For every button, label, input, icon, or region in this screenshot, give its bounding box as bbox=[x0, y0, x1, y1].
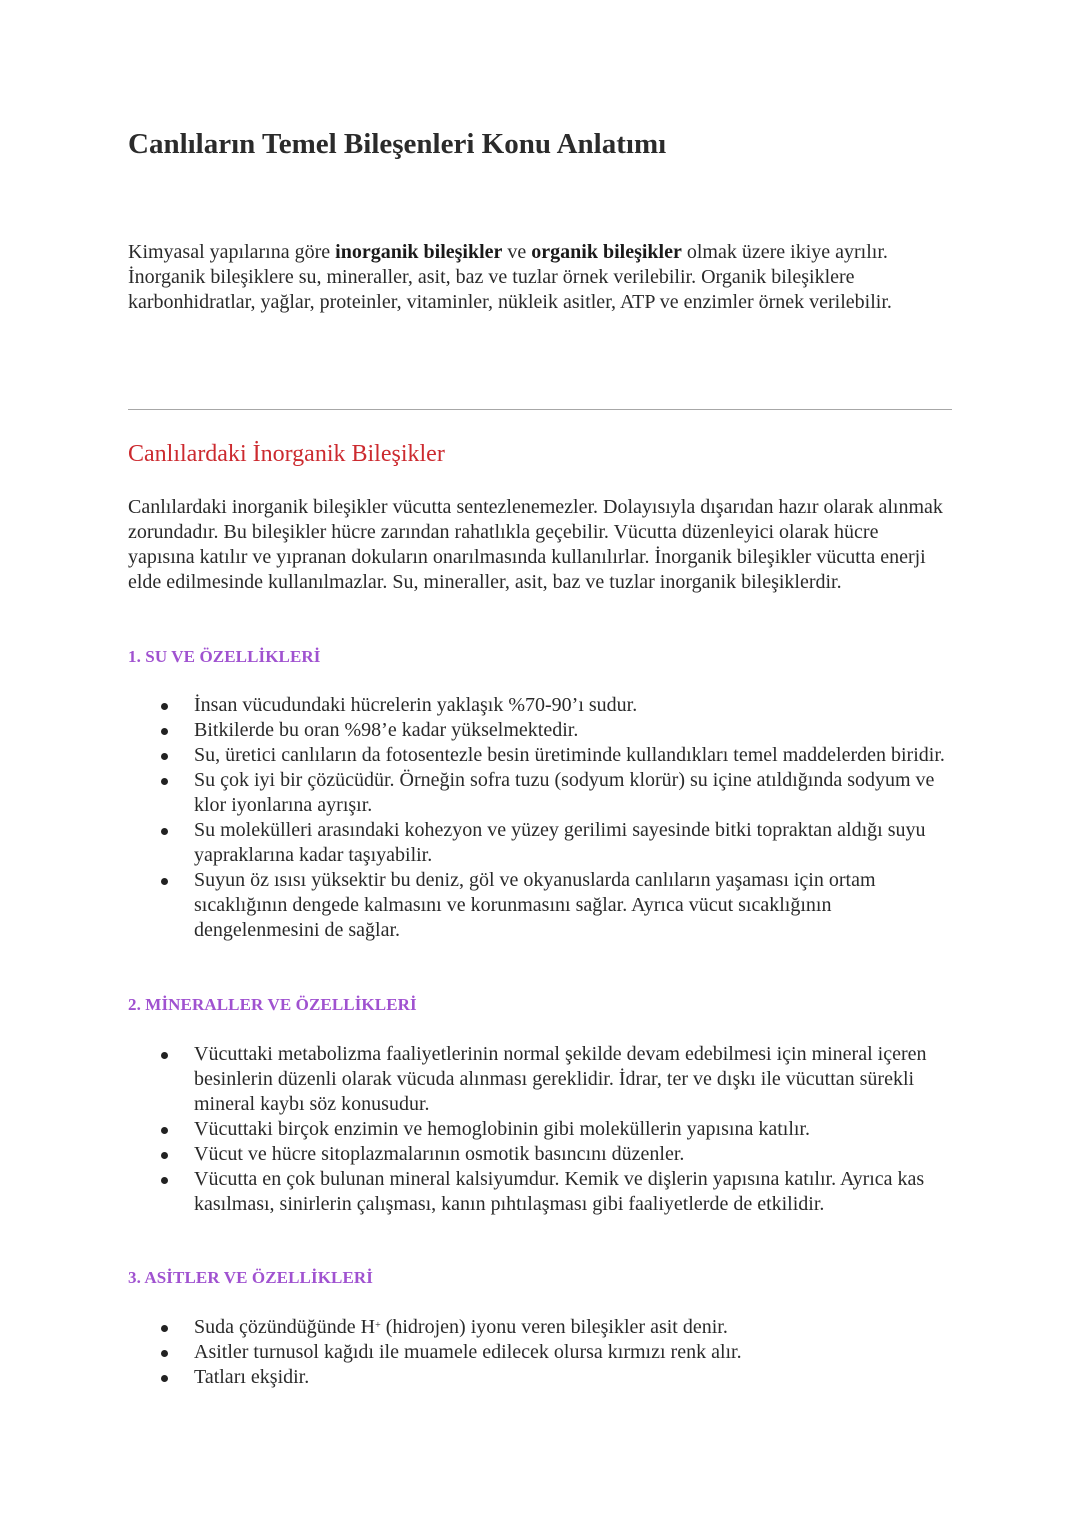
horizontal-divider bbox=[128, 409, 952, 410]
list-item-text: Suyun öz ısısı yüksektir bu deniz, göl ve okyanuslarda canlıların yaşaması için ortam sıcaklığının dengede kalmasını ve korunmasını sağlar. Ayrıca vücut sıcaklığının dengelenmesini de sağlar. bbox=[194, 869, 876, 941]
section-body-paragraph: Canlılardaki inorganik bileşikler vücutta sentezlenemezler. Dolayısıyla dışarıdan hazır olarak alınmak zorundadır. Bu bileşikler hücre zarından rahatlıkla geçebilir. Vücutta düzenleyici olarak hücre yapısına katılır ve yıpranan dokuların onarılmasında kullanılırlar. İnorganik bileşikler vücutta enerji elde edilmesinde kullanılmazlar. Su, mineraller, asit, baz ve tuzlar inorganik bileşiklerdir. bbox=[128, 496, 943, 593]
subheading-su: 1. SU VE ÖZELLİKLERİ bbox=[128, 647, 321, 666]
bullet-icon bbox=[161, 878, 168, 885]
bullet-icon bbox=[161, 778, 168, 785]
list-item-text: Bitkilerde bu oran %98’e kadar yükselmektedir. bbox=[194, 719, 579, 741]
bullet-icon bbox=[161, 728, 168, 735]
bullet-icon bbox=[161, 828, 168, 835]
bullet-icon bbox=[161, 1127, 168, 1134]
section-heading: Canlılardaki İnorganik Bileşikler bbox=[128, 441, 445, 467]
list-item bbox=[128, 693, 952, 718]
bullet-list-su bbox=[128, 693, 952, 943]
list-item bbox=[128, 1315, 952, 1340]
list-item bbox=[128, 1365, 952, 1390]
ion-charge-superscript: + bbox=[375, 1320, 381, 1331]
bullet-icon bbox=[161, 1375, 168, 1382]
list-item-text: Vücuttaki metabolizma faaliyetlerinin normal şekilde devam edebilmesi için mineral içeren besinlerin düzenli olarak vücuda alınması gereklidir. İdrar, ter ve dışkı ile vücuttan sürekli mineral kaybı söz konusudur. bbox=[194, 1043, 927, 1115]
list-item-text-after: (hidrojen) iyonu veren bileşikler asit denir. bbox=[380, 1316, 728, 1338]
intro-paragraph bbox=[128, 240, 928, 315]
bullet-icon bbox=[161, 1325, 168, 1332]
bullet-icon bbox=[161, 1177, 168, 1184]
list-item bbox=[128, 1142, 952, 1167]
subheading-mineraller: 2. MİNERALLER VE ÖZELLİKLERİ bbox=[128, 995, 417, 1014]
intro-text-3: olmak üzere ikiye ayrılır. İnorganik bileşiklere su, mineraller, asit, baz ve tuzlar örnek verilebilir. Organik bileşiklere karbonhidratlar, yağlar, proteinler, vitaminler, nükleik asitler, ATP ve enzimler örnek verilebilir. bbox=[128, 241, 892, 313]
list-item bbox=[128, 1340, 952, 1365]
list-item-text: Vücut ve hücre sitoplazmalarının osmotik basıncını düzenler. bbox=[194, 1143, 685, 1165]
list-item bbox=[128, 768, 952, 818]
bullet-icon bbox=[161, 1350, 168, 1357]
bullet-list-mineraller bbox=[128, 1042, 952, 1217]
list-item-text: Su molekülleri arasındaki kohezyon ve yüzey gerilimi sayesinde bitki topraktan aldığı suyu yapraklarına kadar taşıyabilir. bbox=[194, 819, 926, 866]
page-title: Canlıların Temel Bileşenleri Konu Anlatımı bbox=[128, 128, 667, 160]
bullet-icon bbox=[161, 703, 168, 710]
list-item bbox=[128, 1167, 952, 1217]
list-item bbox=[128, 818, 952, 868]
bullet-icon bbox=[161, 1152, 168, 1159]
list-item-text: İnsan vücudundaki hücrelerin yaklaşık %70-90’ı sudur. bbox=[194, 694, 638, 716]
list-item-text: Vücutta en çok bulunan mineral kalsiyumdur. Kemik ve dişlerin yapısına katılır. Ayrıca kas kasılması, sinirlerin çalışması, kanın pıhtılaşması gibi faaliyetlerde de etkilidir. bbox=[194, 1168, 925, 1215]
list-item-text: Su çok iyi bir çözücüdür. Örneğin sofra tuzu (sodyum klorür) su içine atıldığında sodyum ve klor iyonlarına ayrışır. bbox=[194, 769, 935, 816]
list-item bbox=[128, 868, 952, 943]
list-item-text: Vücuttaki birçok enzimin ve hemoglobinin gibi moleküllerin yapısına katılır. bbox=[194, 1118, 810, 1140]
intro-text-2: ve bbox=[502, 241, 532, 263]
list-item-text: Asitler turnusol kağıdı ile muamele edilecek olursa kırmızı renk alır. bbox=[194, 1341, 742, 1363]
list-item-text-before: Suda çözündüğünde H bbox=[194, 1316, 376, 1338]
intro-text-1: Kimyasal yapılarına göre bbox=[128, 241, 336, 263]
list-item bbox=[128, 1117, 952, 1142]
bullet-list-asitler bbox=[128, 1315, 952, 1390]
intro-bold-organic: organik bileşikler bbox=[531, 241, 682, 263]
bullet-icon bbox=[161, 1052, 168, 1059]
list-item bbox=[128, 718, 952, 743]
list-item bbox=[128, 1042, 952, 1117]
subheading-asitler: 3. ASİTLER VE ÖZELLİKLERİ bbox=[128, 1268, 373, 1287]
list-item bbox=[128, 743, 952, 768]
list-item-text: Su, üretici canlıların da fotosentezle besin üretiminde kullandıkları temel maddelerden biridir. bbox=[194, 744, 945, 766]
list-item-text: Tatları ekşidir. bbox=[194, 1366, 310, 1388]
intro-bold-inorganic: inorganik bileşikler bbox=[335, 241, 503, 263]
bullet-icon bbox=[161, 753, 168, 760]
